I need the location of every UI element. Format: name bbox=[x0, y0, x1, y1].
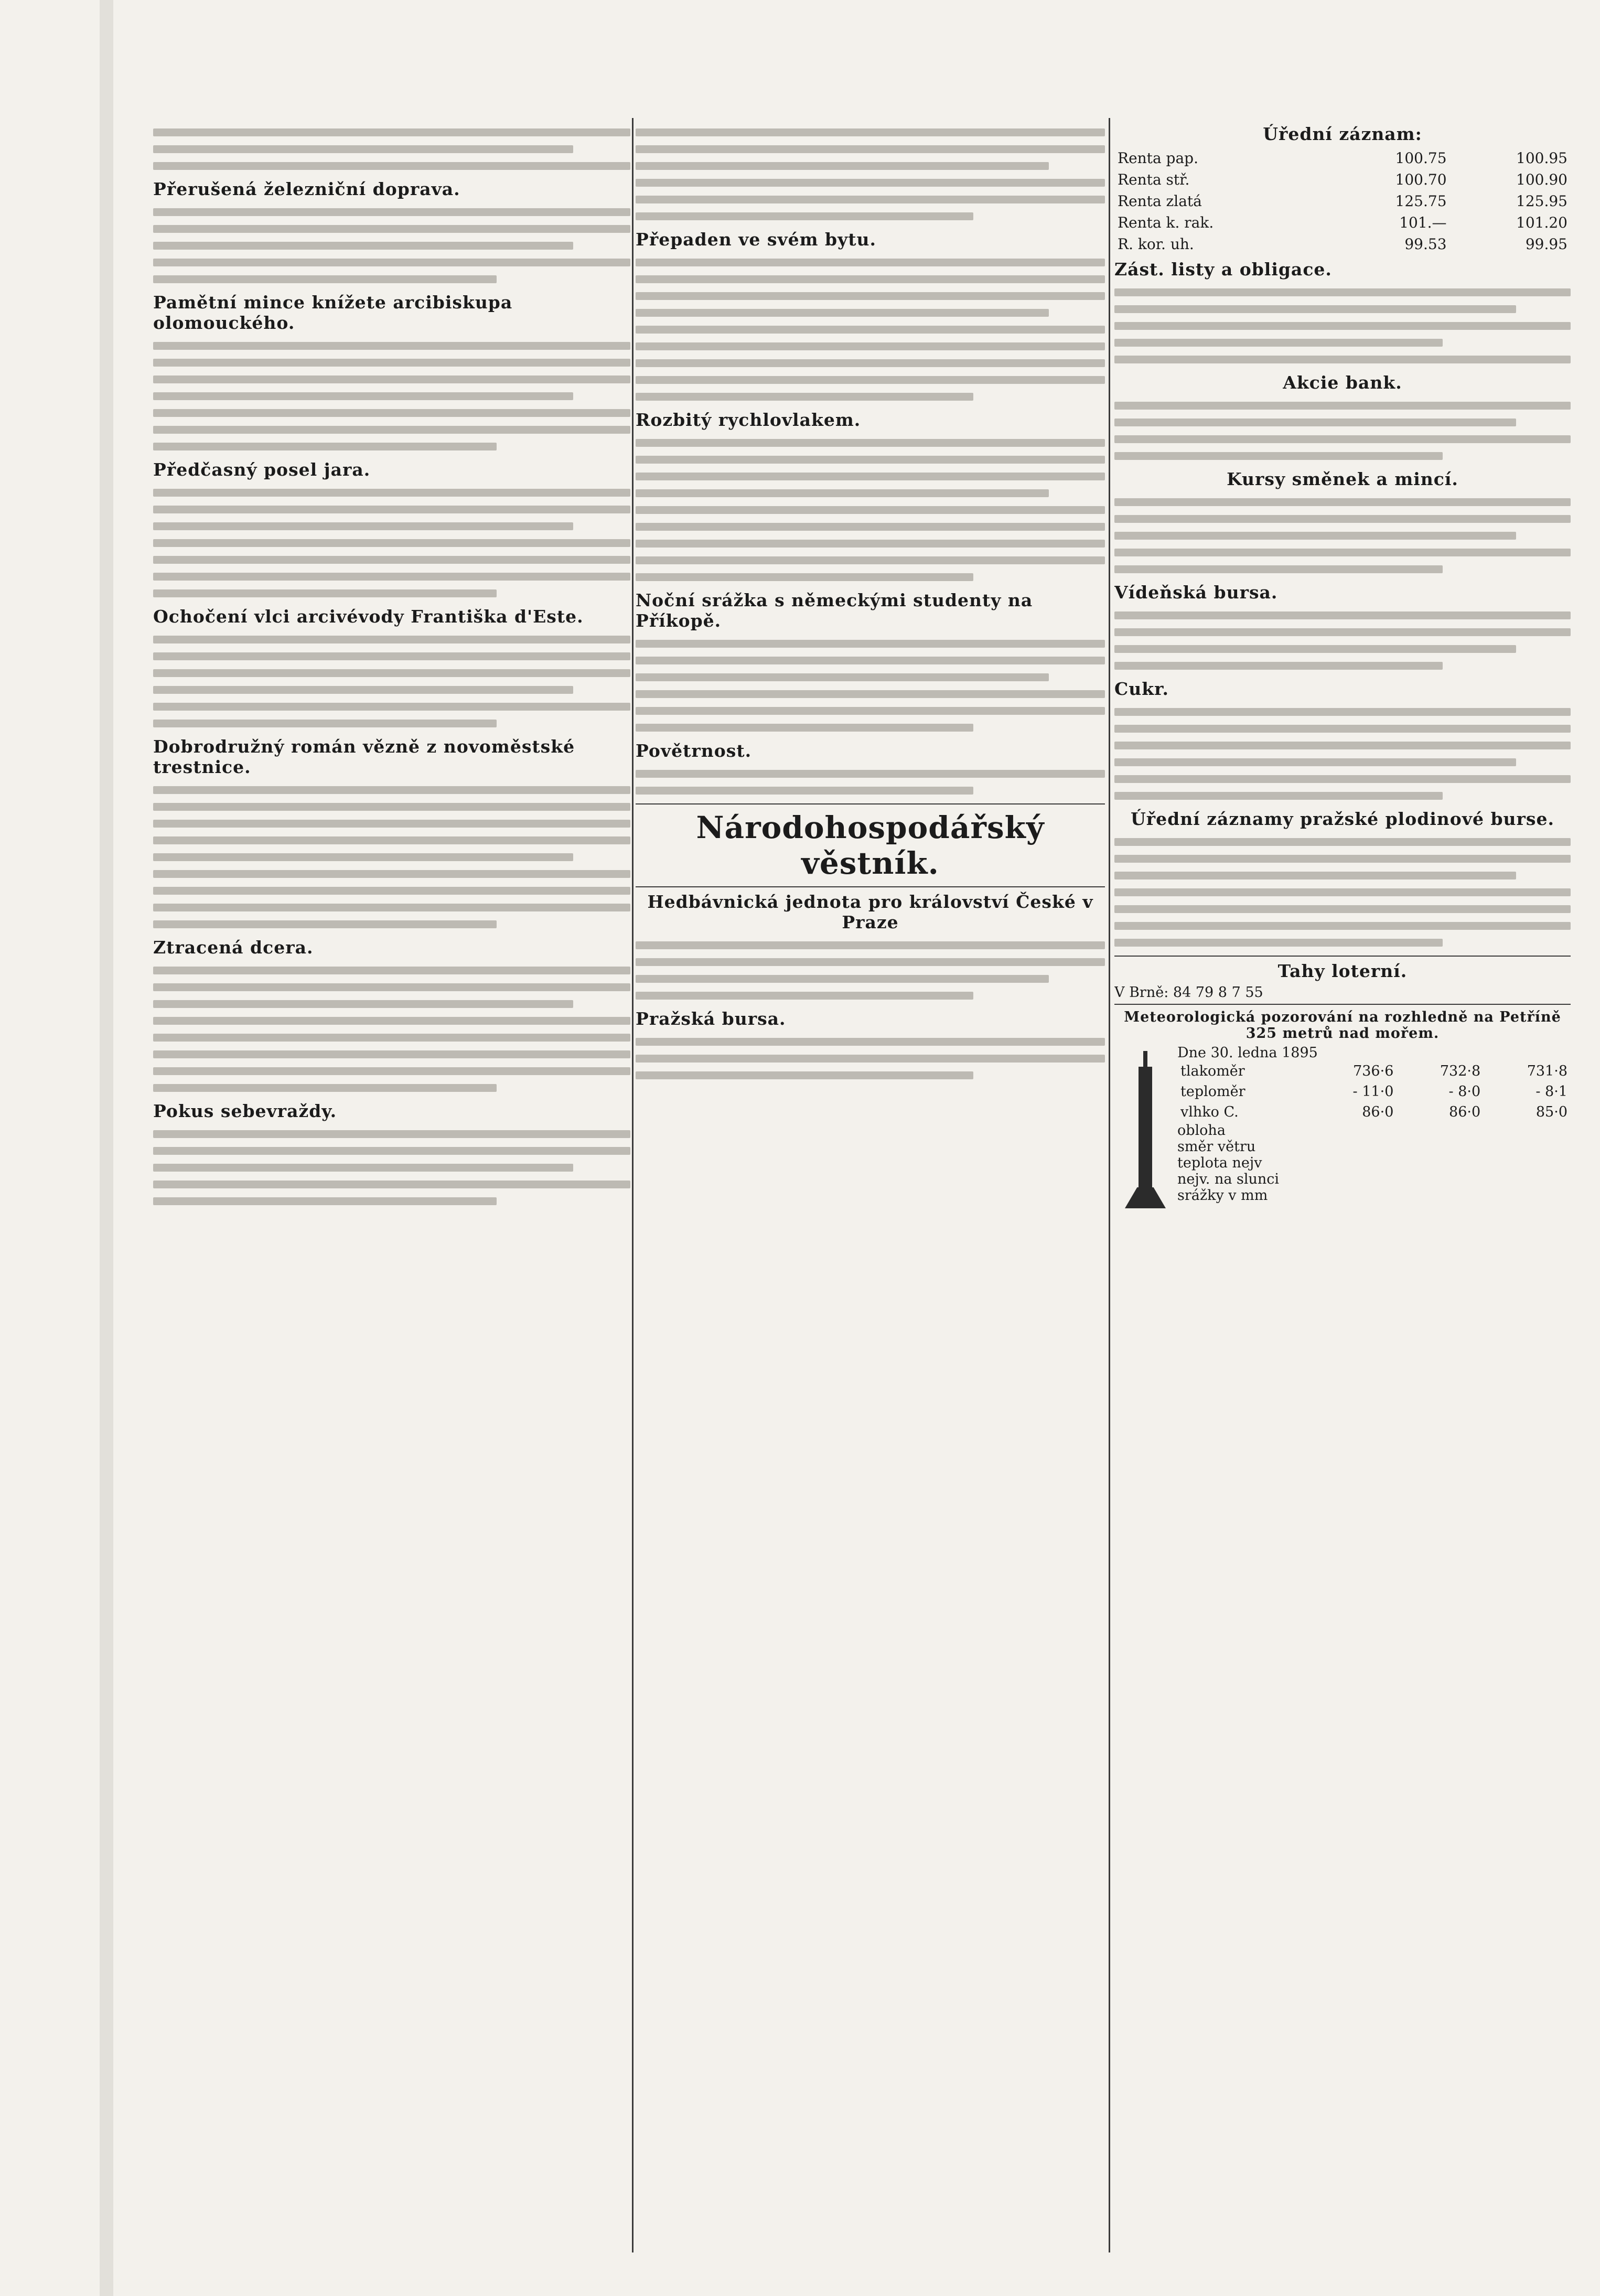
article-heading: Povětrnost. bbox=[636, 741, 752, 761]
section-heading: Zást. listy a obligace. bbox=[1114, 259, 1332, 280]
article-heading: Dobrodružný román vězně z novoměstské trestnice. bbox=[153, 736, 575, 777]
section-title: Národohospodářský věstník. bbox=[696, 810, 1045, 881]
column-2 bbox=[636, 120, 1105, 2249]
article-heading: Přerušená železniční doprava. bbox=[153, 179, 460, 199]
article-heading: Ochočení vlci arcivévody Františka d'Este. bbox=[153, 606, 584, 627]
article-heading: Pamětní mince knížete arcibiskupa olomouckého. bbox=[153, 292, 513, 333]
section-heading: Pražská bursa. bbox=[636, 1008, 786, 1029]
column-rule bbox=[1109, 118, 1110, 2252]
lottery-draw: V Brně: 84 79 8 7 55 bbox=[1114, 984, 1263, 1001]
table-row: Renta pap. 100.75 100.95 bbox=[1118, 149, 1567, 167]
article-heading: Pokus sebevraždy. bbox=[153, 1101, 337, 1121]
article-heading: Přepaden ve svém bytu. bbox=[636, 229, 876, 250]
lottery-number: 7 bbox=[1231, 984, 1241, 1001]
table-row: tlakoměr 736·6 732·8 731·8 bbox=[1180, 1063, 1567, 1079]
table-row: vlhko C. 86·0 86·0 85·0 bbox=[1180, 1104, 1567, 1120]
section-heading: Vídeňská bursa. bbox=[1114, 582, 1278, 603]
meteo-table bbox=[1177, 1061, 1571, 1122]
petrin-tower-icon bbox=[1122, 1051, 1169, 1208]
table-row: Renta k. rak. 101.— 101.20 bbox=[1118, 214, 1567, 231]
market-title: Úřední záznam: bbox=[1263, 124, 1422, 144]
article-heading: Rozbitý rychlovlakem. bbox=[636, 410, 861, 430]
meteo-date: Dne 30. ledna 1895 bbox=[1177, 1045, 1318, 1061]
meteo-label: nejv. na slunci bbox=[1177, 1171, 1280, 1187]
table-row: Renta zlatá 125.75 125.95 bbox=[1118, 192, 1567, 210]
column-rule bbox=[632, 118, 633, 2252]
meteo-title: Meteorologická pozorování na rozhledně na Petříně 325 metrů nad mořem. bbox=[1124, 1009, 1561, 1042]
lottery-number: 84 bbox=[1173, 984, 1191, 1001]
column-1 bbox=[153, 120, 630, 2249]
lottery-number: 55 bbox=[1245, 984, 1263, 1001]
table-row: teploměr - 11·0 - 8·0 - 8·1 bbox=[1180, 1083, 1567, 1100]
table-row: Renta stř. 100.70 100.90 bbox=[1118, 171, 1567, 188]
article-heading: Předčasný posel jara. bbox=[153, 459, 371, 480]
lottery-heading: Tahy loterní. bbox=[1277, 961, 1408, 981]
lottery-number: 79 bbox=[1195, 984, 1214, 1001]
section-heading: Cukr. bbox=[1114, 679, 1169, 699]
rates-table bbox=[1114, 147, 1571, 255]
column-3 bbox=[1114, 120, 1571, 2249]
section-heading: Úřední záznamy pražské plodinové burse. bbox=[1131, 809, 1554, 829]
article-heading: Ztracená dcera. bbox=[153, 937, 314, 958]
section-heading: Kursy směnek a mincí. bbox=[1227, 469, 1458, 489]
section-heading: Hedbávnická jednota pro království České v Praze bbox=[647, 892, 1093, 932]
lottery-number: 8 bbox=[1218, 984, 1227, 1001]
section-heading: Akcie bank. bbox=[1283, 372, 1402, 393]
article-heading: Noční srážka s německými studenty na Příkopě. bbox=[636, 590, 1033, 631]
table-row: R. kor. uh. 99.53 99.95 bbox=[1118, 235, 1567, 253]
meteo-label: směr větru bbox=[1177, 1139, 1256, 1155]
meteo-label: srážky v mm bbox=[1177, 1187, 1268, 1204]
page-fold-shadow bbox=[100, 0, 113, 2296]
meteo-label: obloha bbox=[1177, 1122, 1226, 1139]
meteo-label: teplota nejv bbox=[1177, 1155, 1262, 1171]
